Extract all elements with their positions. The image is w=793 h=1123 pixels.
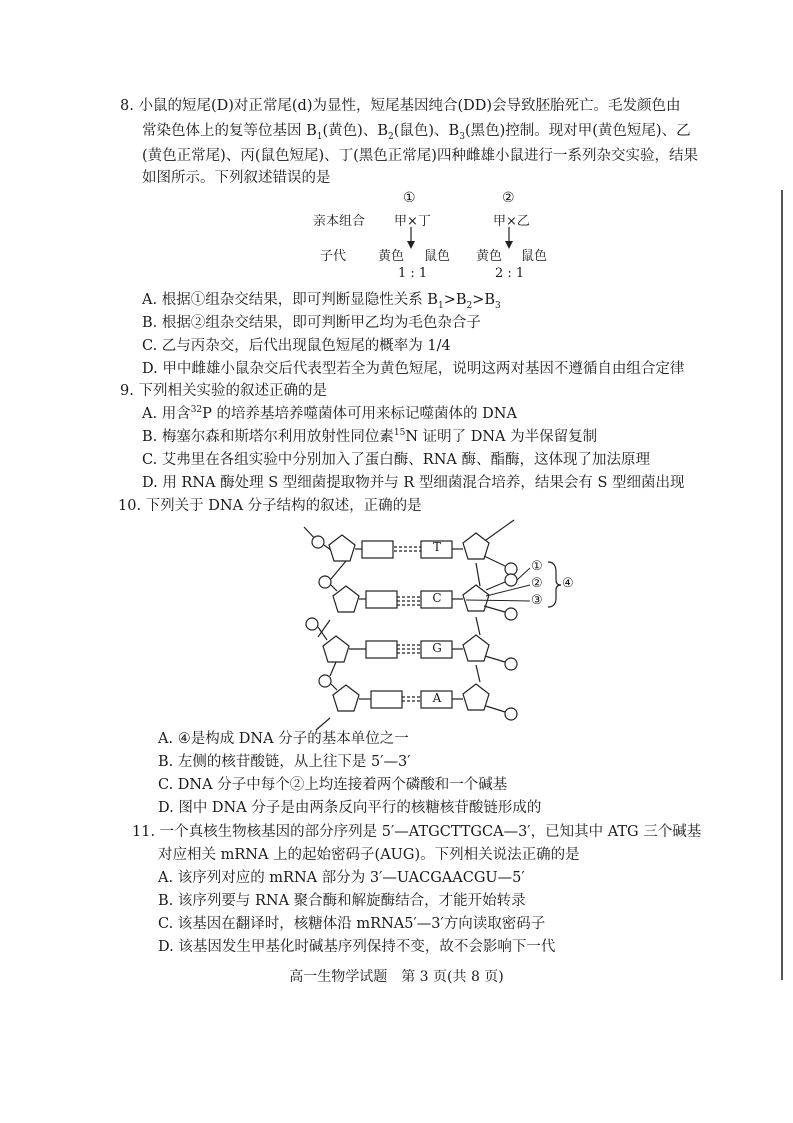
right-backbone-link — [476, 665, 480, 682]
left-backbone-link — [318, 620, 330, 637]
right-backbone-link — [476, 563, 480, 586]
base-rect-left — [362, 541, 393, 558]
bracket-4 — [548, 562, 561, 607]
bond-line — [486, 706, 505, 712]
base-label-a: A — [432, 691, 442, 705]
q8-option-a: A. 根据①组杂交结果，即可判断显隐性关系 $B_1>B_2>B_3$ — [142, 292, 501, 311]
page-footer: 高一生物学试题 第 3 页(共 8 页) — [289, 969, 504, 985]
phosphate-circle — [306, 618, 318, 630]
phosphate-circle — [319, 675, 331, 687]
q8-option-c: C. 乙与丙杂交，后代出现鼠色短尾的概率为 1/4 — [142, 338, 451, 354]
cross1-offspring-yellow: 黄色 — [378, 249, 405, 264]
q10-option-d: D. 图中 DNA 分子是由两条反向平行的核糖核苷酸链形成的 — [158, 800, 542, 816]
q8-stem-line2: 常染色体上的复等位基因 $B_1$(黄色)、$B_2$(鼠色)、$B_3$(黑色)控制。现对甲(黄色短尾)、乙 — [142, 123, 691, 142]
cross2-parents: 甲×乙 — [493, 214, 530, 229]
base-label-g: G — [432, 641, 442, 655]
cross2-number: ② — [502, 190, 515, 206]
q8-stem-line1: 8. 小鼠的短尾(D)对正常尾(d)为显性，短尾基因纯合(DD)会导致胚胎死亡。毛发颜色由 — [120, 98, 681, 114]
bond-line — [331, 561, 346, 579]
q8-stem-line4: 如图所示。下列叙述错误的是 — [142, 170, 331, 186]
mark-4: ④ — [562, 576, 574, 591]
offspring-label: 子代 — [320, 249, 347, 264]
cross1-number: ① — [403, 190, 416, 206]
pointer-line-1 — [517, 568, 530, 580]
q11-option-c: C. 该基因在翻译时，核糖体沿 mRNA5′—3′方向读取密码子 — [158, 916, 546, 932]
base-rect-left — [371, 691, 402, 708]
phosphate-circle — [505, 658, 517, 670]
q9-option-a: A. 用含$^{32}$P 的培养基培养噬菌体可用来标记噬菌体的 DNA — [142, 405, 517, 422]
deoxyribose-pentagon — [333, 685, 359, 711]
phosphate-circle — [505, 563, 517, 575]
q9-option-b: B. 梅塞尔森和斯塔尔利用放射性同位素$^{15}$N 证明了 DNA 为半保留复制 — [142, 428, 598, 445]
base-rect-left — [366, 591, 397, 608]
right-strand-top-end — [486, 520, 514, 540]
deoxyribose-pentagon — [463, 533, 489, 559]
mark-2: ② — [531, 576, 543, 591]
phosphate-circle — [505, 708, 517, 720]
base-rect-left — [366, 641, 397, 658]
q11-option-b: B. 该序列要与 RNA 聚合酶和解旋酶结合，才能开始转录 — [158, 893, 526, 909]
phosphate-circle — [312, 536, 324, 548]
phosphate-circle — [319, 576, 331, 588]
deoxyribose-pentagon — [463, 585, 489, 611]
cross2-offspring-gray: 鼠色 — [521, 249, 548, 264]
deoxyribose-pentagon — [333, 586, 359, 612]
deoxyribose-pentagon — [463, 635, 489, 661]
q8-stem-line3: (黄色正常尾)、丙(鼠色短尾)、丁(黑色正常尾)四种雌雄小鼠进行一系列杂交实验，结果 — [142, 148, 698, 164]
bond-line — [485, 656, 505, 662]
q9-option-d: D. 用 RNA 酶处理 S 型细菌提取物并与 R 型细菌混合培养，结果会有 S 型细菌出现 — [142, 475, 685, 491]
base-label-c: C — [432, 591, 442, 605]
q10-option-a: A. ④是构成 DNA 分子的基本单位之一 — [158, 731, 409, 747]
phosphate-circle — [505, 608, 517, 620]
bond-line — [318, 627, 327, 640]
q11-stem-line2: 对应相关 mRNA 上的起始密码子(AUG)。下列相关说法正确的是 — [158, 847, 580, 863]
right-backbone-link — [476, 617, 480, 635]
cross2-offspring-yellow: 黄色 — [476, 249, 503, 264]
q10-option-b: B. 左侧的核苷酸链，从上往下是 5′—3′ — [158, 754, 411, 770]
deoxyribose-pentagon — [463, 684, 489, 710]
q9-stem: 9. 下列相关实验的叙述正确的是 — [120, 383, 327, 399]
bond-line — [331, 684, 337, 690]
q11-stem-line1: 11. 一个真核生物核基因的部分序列是 5′—ATGCTTGCA—3′，已知其中 ATG 三个碱基 — [132, 824, 702, 840]
bond-line — [484, 606, 505, 612]
bond-line — [486, 582, 505, 590]
deoxyribose-pentagon — [329, 535, 355, 561]
bond-line — [484, 556, 505, 566]
q10-option-c: C. DNA 分子中每个②上均连接着两个磷酸和一个碱基 — [158, 777, 508, 793]
cross1-ratio: 1 : 1 — [398, 266, 428, 281]
q10-stem: 10. 下列关于 DNA 分子结构的叙述，正确的是 — [118, 498, 422, 514]
bond-line — [330, 662, 336, 676]
base-pair-row — [306, 618, 517, 676]
q8-option-b: B. 根据②组杂交结果，即可判断甲乙均为毛色杂合子 — [142, 315, 481, 331]
cross1-parents: 甲×丁 — [394, 214, 431, 229]
mark-3: ③ — [531, 593, 543, 608]
phosphate-circle — [505, 574, 517, 586]
q9-option-c: C. 艾弗里在各组实验中分别加入了蛋白酶、RNA 酶、酯酶，这体现了加法原理 — [142, 452, 650, 468]
base-label-t: T — [432, 540, 441, 554]
parent-combination-label: 亲本组合 — [313, 214, 366, 229]
mark-1: ① — [531, 559, 543, 574]
bond-line — [331, 585, 337, 591]
cross1-offspring-gray: 鼠色 — [424, 249, 451, 264]
q11-option-d: D. 该基因发生甲基化时碱基序列保持不变，故不会影响下一代 — [158, 939, 556, 955]
base-pair-row — [319, 574, 517, 620]
q8-option-d: D. 甲中雌雄小鼠杂交后代表型若全为黄色短尾，说明这两对基因不遵循自由组合定律 — [142, 361, 685, 377]
base-pair-row — [319, 675, 517, 720]
cross2-ratio: 2 : 1 — [495, 266, 525, 281]
q11-option-a: A. 该序列对应的 mRNA 部分为 3′—UACGAACGU—5′ — [158, 870, 525, 886]
